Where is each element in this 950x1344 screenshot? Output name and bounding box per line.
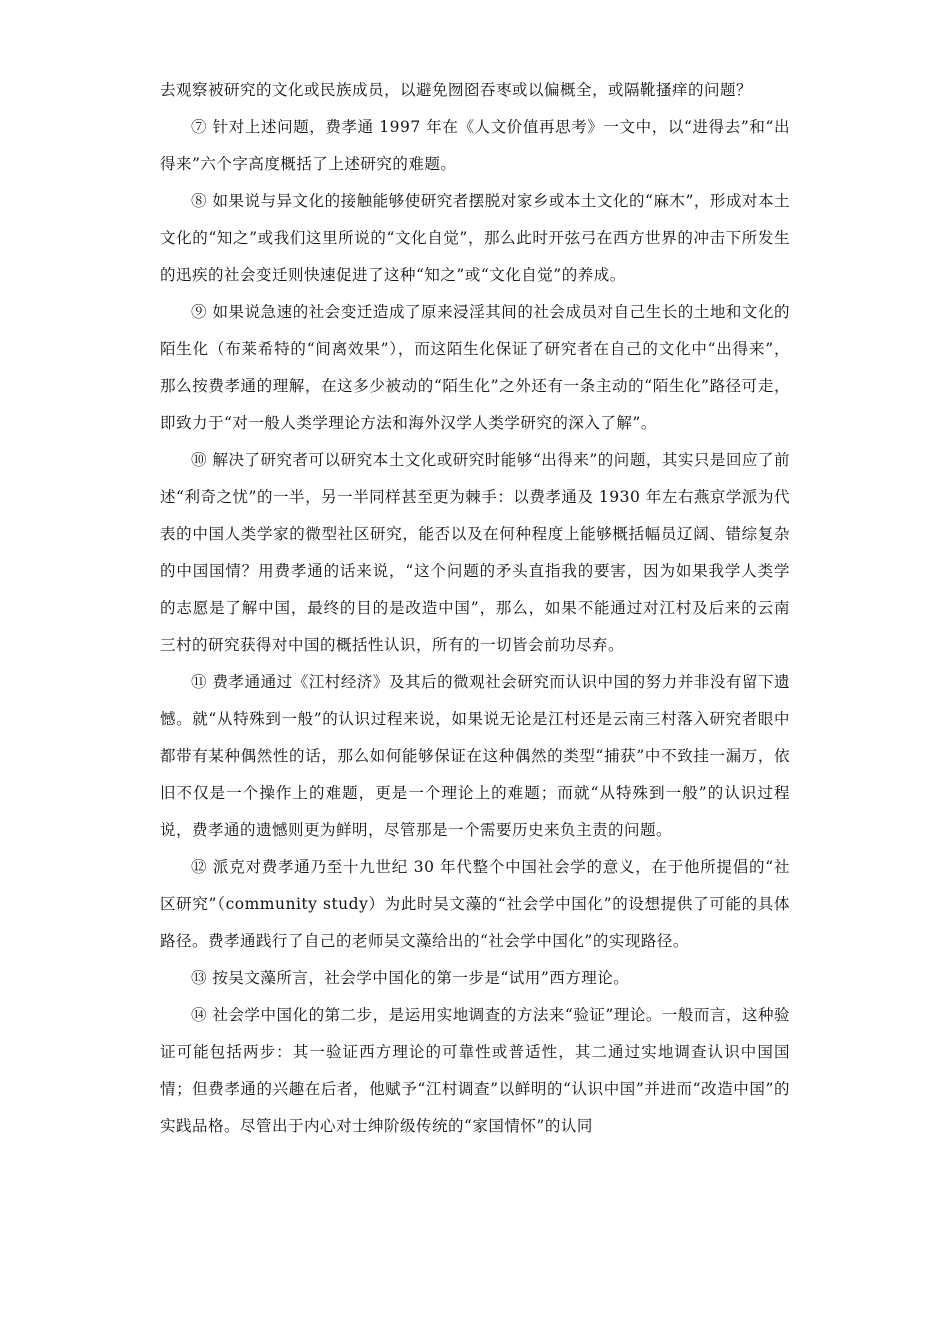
paragraph-9: ⑨ 如果说急速的社会变迁造成了原来浸淫其间的社会成员对自己生长的土地和文化的陌生化（布莱希特的“间离效果”），而这陌生化保证了研究者在自己的文化中“出得来”，那么按费孝通的理解，在这多少被动的“陌生化”之外还有一条主动的“陌生化”路径可走，即致力于“对一般人类学理论方法和海外汉学人类学研究的深入了解”。 [160,303,790,432]
paragraph-7: ⑦ 针对上述问题，费孝通 1997 年在《人文价值再思考》一文中，以“进得去”和“出得来”六个字高度概括了上述研究的难题。 [160,118,790,173]
paragraph-13: ⑬ 按吴文藻所言，社会学中国化的第一步是“试用”西方理论。 [191,969,630,987]
paragraph-12: ⑫ 派克对费孝通乃至十九世纪 30 年代整个中国社会学的意义，在于他所提倡的“社区研究”（community study）为此时吴文藻的“社会学中国化”的设想提供了可能的具体路径。费孝通践行了自己的老师吴文藻给出的“社会学中国化”的实现路径。 [160,858,790,950]
paragraph-8: ⑧ 如果说与异文化的接触能够使研究者摆脱对家乡或本土文化的“麻木”，形成对本土文化的“知之”或我们这里所说的“文化自觉”，那么此时开弦弓在西方世界的冲击下所发生的迅疾的社会变迁则快速促进了这种“知之”或“文化自觉”的养成。 [160,192,790,284]
paragraph-10: ⑩ 解决了研究者可以研究本土文化或研究时能够“出得来”的问题，其实只是回应了前述“利奇之忧”的一半，另一半同样甚至更为棘手：以费孝通及 1930 年左右燕京学派为代表的中国人类学家的微型社区研究，能否以及在何种程度上能够概括幅员辽阔、错综复杂的中国国情？用费孝通的话来说，“这个问题的矛头直指我的要害，因为如果我学人类学的志愿是了解中国，最终的目的是改造中国”，那么，如果不能通过对江村及后来的云南三村的研究获得对中国的概括性认识，所有的一切皆会前功尽弃。 [160,451,790,654]
document-page [160,72,790,1145]
paragraph-14: ⑭ 社会学中国化的第二步，是运用实地调查的方法来“验证”理论。一般而言，这种验证可能包括两步：其一验证西方理论的可靠性或普适性，其二通过实地调查认识中国国情；但费孝通的兴趣在后者，他赋予“江村调查”以鲜明的“认识中国”并进而“改造中国”的实践品格。尽管出于内心对士绅阶级传统的“家国情怀”的认同 [160,1006,790,1135]
paragraph-11: ⑪ 费孝通通过《江村经济》及其后的微观社会研究而认识中国的努力并非没有留下遗憾。就“从特殊到一般”的认识过程来说，如果说无论是江村还是云南三村落入研究者眼中都带有某种偶然性的话，那么如何能够保证在这种偶然的类型“捕获”中不致挂一漏万，依旧不仅是一个操作上的难题，更是一个理论上的难题；而就“从特殊到一般”的认识过程说，费孝通的遗憾则更为鲜明，尽管那是一个需要历史来负主责的问题。 [160,673,790,839]
paragraph-continuation: 去观察被研究的文化或民族成员，以避免囫囵吞枣或以偏概全，或隔靴搔痒的问题？ [160,81,753,99]
